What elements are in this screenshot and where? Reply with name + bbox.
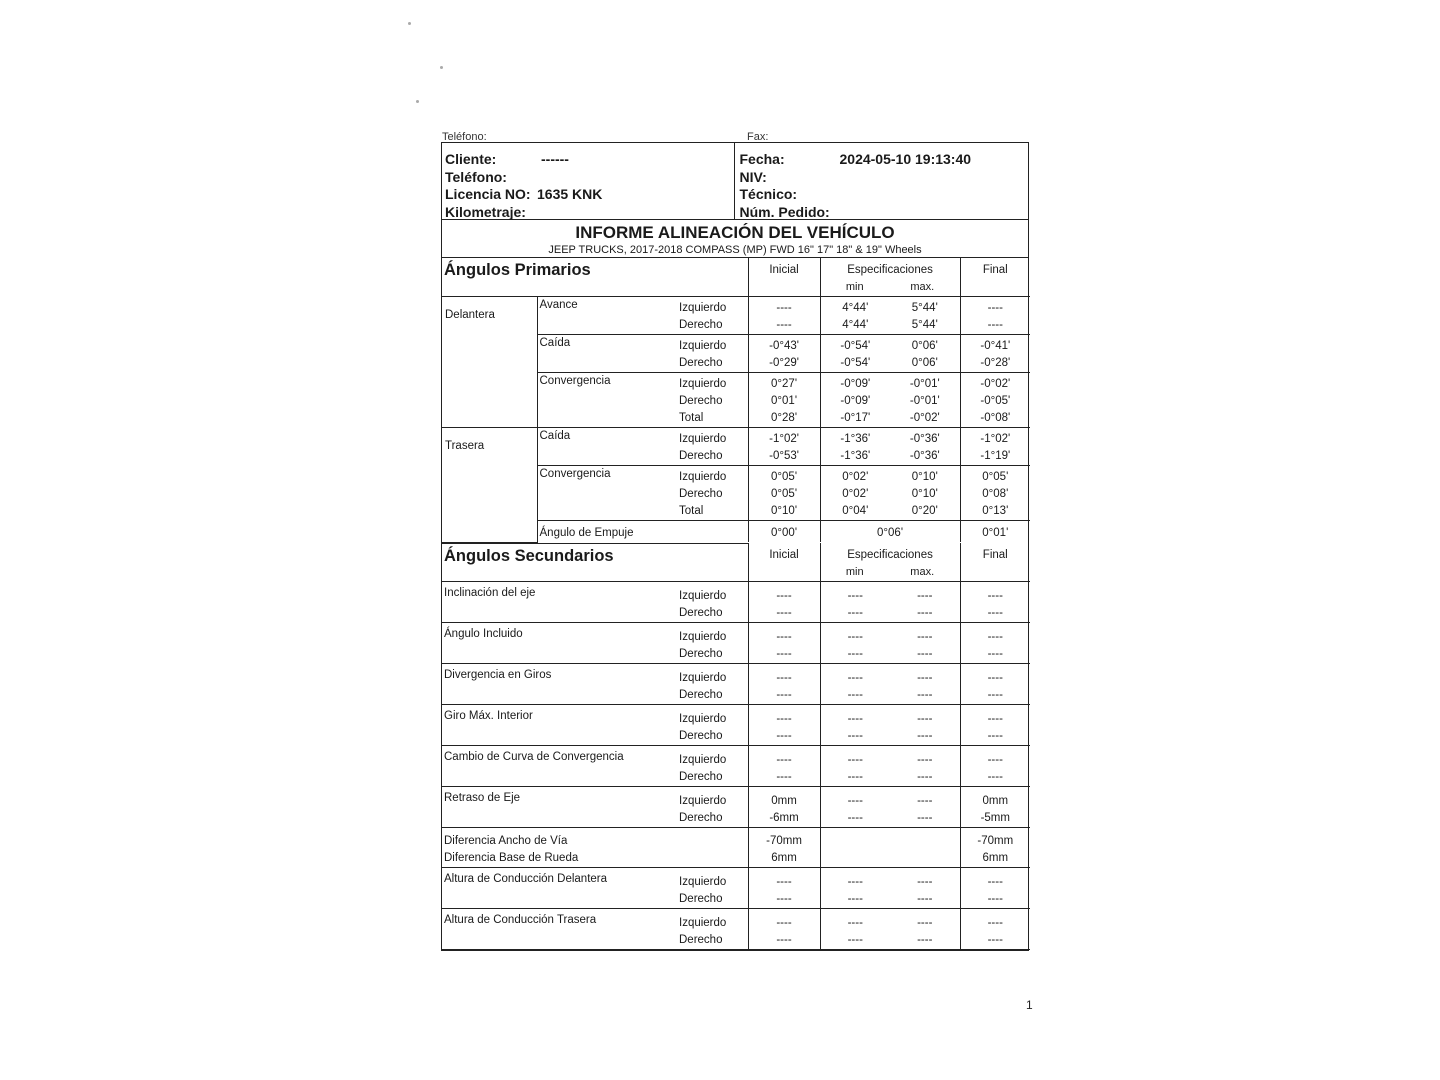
angle-name: Convergencia [537, 466, 677, 521]
side-label: Derecho [677, 317, 748, 335]
value-final: -0°05' [960, 393, 1030, 410]
section-title: Ángulos Secundarios [442, 543, 748, 582]
value-min: ---- [820, 605, 890, 623]
value-min: 0°02' [820, 486, 890, 503]
value-max: ---- [917, 672, 933, 684]
value-min: ---- [820, 582, 890, 606]
value-min: -0°17' [820, 410, 890, 428]
side-label: Derecho [677, 810, 748, 828]
primary-angles-table [442, 258, 1030, 543]
value-final: ---- [960, 909, 1030, 933]
secondary-row [442, 787, 1030, 811]
side-label: Izquierdo [679, 590, 727, 602]
value-final: ---- [960, 297, 1030, 318]
value-final: ---- [960, 623, 1030, 647]
header-field [445, 151, 731, 169]
value-inicial: 0°01' [748, 393, 820, 410]
value-final: 0mm [960, 787, 1030, 811]
value-final: 0°01' [960, 521, 1030, 543]
value-final: -5mm [960, 810, 1030, 828]
scan-speck [416, 100, 419, 103]
axle-label: Trasera [442, 428, 537, 543]
value-min: ---- [820, 909, 890, 933]
side-label: Izquierdo [679, 433, 727, 445]
value-max: 0°06' [911, 340, 938, 352]
primary-row [442, 297, 1030, 318]
header-field [445, 169, 731, 187]
value-max: -0°01' [909, 378, 940, 390]
value-inicial: ---- [748, 623, 820, 647]
col-final: Final [960, 543, 1030, 582]
header-field-label: Cliente: [445, 151, 497, 167]
angle-name: Caída [537, 335, 677, 373]
header-field-value: 2024-05-10 19:13:40 [839, 151, 972, 167]
value-inicial: ---- [748, 746, 820, 770]
value-final: -1°19' [960, 448, 1030, 466]
angle-name: Inclinación del eje [442, 582, 677, 623]
value-final: ---- [960, 582, 1030, 606]
value-max: ---- [917, 754, 933, 766]
header-field-label: Fecha: [739, 151, 785, 167]
value-inicial: 6mm [748, 850, 820, 868]
value-inicial: -70mm [748, 828, 820, 851]
difference-label: Diferencia Base de Rueda [442, 850, 748, 868]
side-label: Izquierdo [679, 631, 727, 643]
angle-name: Convergencia [537, 373, 677, 428]
side-label: Derecho [677, 687, 748, 705]
side-label: Izquierdo [679, 378, 727, 390]
angle-name: Caída [537, 428, 677, 466]
value-final: 0°13' [960, 503, 1030, 521]
value-max: ---- [917, 876, 933, 888]
angle-name: Divergencia en Giros [442, 664, 677, 705]
col-min: min [845, 566, 864, 578]
secondary-row [442, 664, 1030, 688]
value-final: -0°02' [960, 373, 1030, 394]
report-title: INFORME ALINEACIÓN DEL VEHÍCULO [575, 223, 895, 242]
side-label: Izquierdo [679, 672, 727, 684]
value-inicial: ---- [748, 664, 820, 688]
angle-name: Giro Máx. Interior [442, 705, 677, 746]
value-final: -0°41' [960, 335, 1030, 356]
secondary-row [442, 582, 1030, 606]
scan-speck [408, 22, 411, 25]
side-label: Izquierdo [679, 713, 727, 725]
side-label: Izquierdo [679, 340, 727, 352]
col-inicial: Inicial [748, 543, 820, 582]
value-min: -0°54' [820, 355, 890, 373]
section-title: Ángulos Primarios [442, 258, 748, 297]
value-final: 0°08' [960, 486, 1030, 503]
secondary-angles-table [442, 543, 1030, 951]
value-min: -1°36' [820, 428, 890, 449]
header-field [445, 186, 731, 204]
value-max: 5°44' [890, 317, 960, 335]
spec-label: Especificaciones [847, 549, 933, 561]
side-label: Derecho [677, 932, 748, 950]
value-inicial: 0°10' [748, 503, 820, 521]
spec-minmax [823, 279, 958, 296]
value-inicial: ---- [748, 705, 820, 729]
value-inicial: -0°53' [748, 448, 820, 466]
value-max: ---- [890, 891, 960, 909]
difference-row [442, 828, 1030, 851]
value-final: ---- [960, 646, 1030, 664]
value-spec: 0°06' [820, 521, 960, 543]
thrust-angle-label: Ángulo de Empuje [537, 521, 748, 543]
axle-label: Delantera [442, 297, 537, 428]
value-inicial: ---- [748, 909, 820, 933]
side-label: Izquierdo [679, 795, 727, 807]
value-final: ---- [960, 728, 1030, 746]
value-inicial: ---- [748, 687, 820, 705]
value-max: 0°10' [911, 471, 938, 483]
value-max: ---- [890, 687, 960, 705]
fax-header-telefono: Teléfono: [442, 131, 487, 143]
value-max: ---- [917, 631, 933, 643]
value-final: ---- [960, 891, 1030, 909]
header-field-value: 1635 KNK [537, 186, 603, 202]
value-max: ---- [890, 769, 960, 787]
value-max: -0°36' [890, 448, 960, 466]
value-inicial: 0°05' [748, 466, 820, 487]
value-final: ---- [960, 664, 1030, 688]
value-final: ---- [960, 868, 1030, 892]
angle-name: Avance [537, 297, 677, 335]
side-label: Total [677, 503, 748, 521]
spec-minmax [823, 564, 958, 581]
value-min: 0°04' [820, 503, 890, 521]
spec-label: Especificaciones [847, 264, 933, 276]
side-label: Derecho [679, 488, 723, 500]
col-final: Final [960, 258, 1030, 297]
value-max: ---- [890, 932, 960, 950]
value-min: ---- [820, 687, 890, 705]
value-inicial: 0°00' [748, 521, 820, 543]
value-inicial: ---- [748, 646, 820, 664]
alignment-report [441, 142, 1029, 951]
value-final: ---- [960, 317, 1030, 335]
side-label: Izquierdo [679, 471, 727, 483]
angle-name: Altura de Conducción Delantera [442, 868, 677, 909]
value-max: ---- [890, 810, 960, 828]
header-field [740, 204, 1026, 222]
value-final: 0°05' [960, 466, 1030, 487]
side-label: Izquierdo [679, 302, 727, 314]
value-inicial: -1°02' [748, 428, 820, 449]
value-max: 0°06' [890, 355, 960, 373]
order-info [734, 143, 1029, 219]
value-final: -0°28' [960, 355, 1030, 373]
value-min: ---- [820, 646, 890, 664]
side-label: Derecho [677, 448, 748, 466]
header-field-label: Núm. Pedido: [739, 203, 830, 220]
value-spec-empty [820, 828, 960, 851]
col-especificaciones [820, 543, 960, 582]
side-label: Izquierdo [679, 754, 727, 766]
value-inicial: -0°29' [748, 355, 820, 373]
side-label: Izquierdo [679, 876, 727, 888]
col-max: max. [910, 281, 935, 293]
angle-name: Altura de Conducción Trasera [442, 909, 677, 950]
value-max: ---- [917, 795, 933, 807]
value-min: ---- [820, 868, 890, 892]
value-final: ---- [960, 746, 1030, 770]
value-inicial: 0°28' [748, 410, 820, 428]
secondary-row [442, 868, 1030, 892]
value-min: ---- [820, 623, 890, 647]
customer-info [442, 143, 734, 219]
value-spec-empty [820, 850, 960, 868]
value-inicial: ---- [748, 582, 820, 606]
value-min: ---- [820, 787, 890, 811]
value-final: ---- [960, 687, 1030, 705]
side-label: Derecho [677, 891, 748, 909]
side-label: Derecho [679, 395, 723, 407]
side-label: Derecho [677, 728, 748, 746]
value-max: 5°44' [911, 302, 938, 314]
side-label: Derecho [677, 355, 748, 373]
value-max: ---- [890, 605, 960, 623]
secondary-row [442, 746, 1030, 770]
difference-label: Diferencia Ancho de Vía [444, 835, 568, 847]
value-inicial: ---- [748, 868, 820, 892]
secondary-row [442, 623, 1030, 647]
secondary-row [442, 909, 1030, 933]
customer-header [442, 143, 1028, 220]
header-field-label: Licencia NO: [445, 186, 531, 202]
secondary-row [442, 705, 1030, 729]
value-final: ---- [960, 705, 1030, 729]
header-field-value: ------ [541, 151, 569, 167]
value-min: -0°09' [820, 373, 890, 394]
header-field-label: NIV: [739, 168, 767, 185]
value-max: ---- [890, 728, 960, 746]
side-label: Izquierdo [679, 917, 727, 929]
secondary-header-row [442, 543, 1030, 582]
value-inicial: ---- [748, 605, 820, 623]
value-min: ---- [820, 891, 890, 909]
value-final: -1°02' [960, 428, 1030, 449]
value-min: ---- [820, 664, 890, 688]
value-min: 4°44' [820, 317, 890, 335]
value-final: -70mm [960, 828, 1030, 851]
col-inicial: Inicial [748, 258, 820, 297]
value-inicial: 0°27' [748, 373, 820, 394]
value-min: 0°02' [820, 466, 890, 487]
value-inicial: ---- [748, 297, 820, 318]
value-max: ---- [917, 917, 933, 929]
header-field [445, 204, 731, 222]
page-number: 1 [1026, 998, 1033, 1012]
value-inicial: 0mm [748, 787, 820, 811]
header-field-label: Técnico: [739, 186, 798, 202]
value-max: -0°02' [890, 410, 960, 428]
value-inicial: 0°05' [748, 486, 820, 503]
value-inicial: ---- [748, 891, 820, 909]
value-inicial: ---- [748, 728, 820, 746]
header-field-label: Teléfono: [445, 168, 507, 185]
primary-row [442, 428, 1030, 449]
header-field [740, 169, 1026, 187]
value-final: -0°08' [960, 410, 1030, 428]
angle-name: Cambio de Curva de Convergencia [442, 746, 677, 787]
value-inicial: -0°43' [748, 335, 820, 356]
value-min: ---- [820, 932, 890, 950]
side-label: Total [677, 410, 748, 428]
value-final: 6mm [960, 850, 1030, 868]
value-max: ---- [890, 646, 960, 664]
value-min: ---- [820, 728, 890, 746]
value-final: ---- [960, 932, 1030, 950]
col-max: max. [910, 566, 935, 578]
angle-name: Retraso de Eje [442, 787, 677, 828]
header-field-label: Kilometraje: [445, 203, 526, 220]
value-min: 4°44' [820, 297, 890, 318]
header-field [740, 186, 1026, 204]
side-label: Derecho [677, 646, 748, 664]
fax-header-fax: Fax: [747, 131, 769, 143]
value-min: ---- [820, 705, 890, 729]
value-min: ---- [820, 746, 890, 770]
side-label: Derecho [677, 769, 748, 787]
value-min: ---- [820, 769, 890, 787]
side-label: Derecho [677, 605, 748, 623]
vehicle-subtitle: JEEP TRUCKS, 2017-2018 COMPASS (MP) FWD 16" 17" 18" & 19" Wheels [442, 243, 1028, 258]
value-min: -0°09' [820, 393, 890, 410]
angle-name: Ángulo Incluido [442, 623, 677, 664]
value-inicial: ---- [748, 317, 820, 335]
col-min: min [845, 281, 864, 293]
value-inicial: ---- [748, 932, 820, 950]
header-field [740, 151, 1026, 169]
primary-header-row [442, 258, 1030, 297]
value-max: ---- [917, 713, 933, 725]
value-max: ---- [917, 590, 933, 602]
value-final: ---- [960, 605, 1030, 623]
value-max: 0°10' [911, 488, 938, 500]
value-max: -0°01' [909, 395, 940, 407]
scan-speck [440, 66, 443, 69]
value-final: ---- [960, 769, 1030, 787]
value-min: -1°36' [820, 448, 890, 466]
difference-row [442, 850, 1030, 868]
value-inicial: ---- [748, 769, 820, 787]
value-max: 0°20' [890, 503, 960, 521]
value-min: ---- [820, 810, 890, 828]
value-max: -0°36' [909, 433, 940, 445]
value-inicial: -6mm [748, 810, 820, 828]
col-especificaciones [820, 258, 960, 297]
value-min: -0°54' [820, 335, 890, 356]
